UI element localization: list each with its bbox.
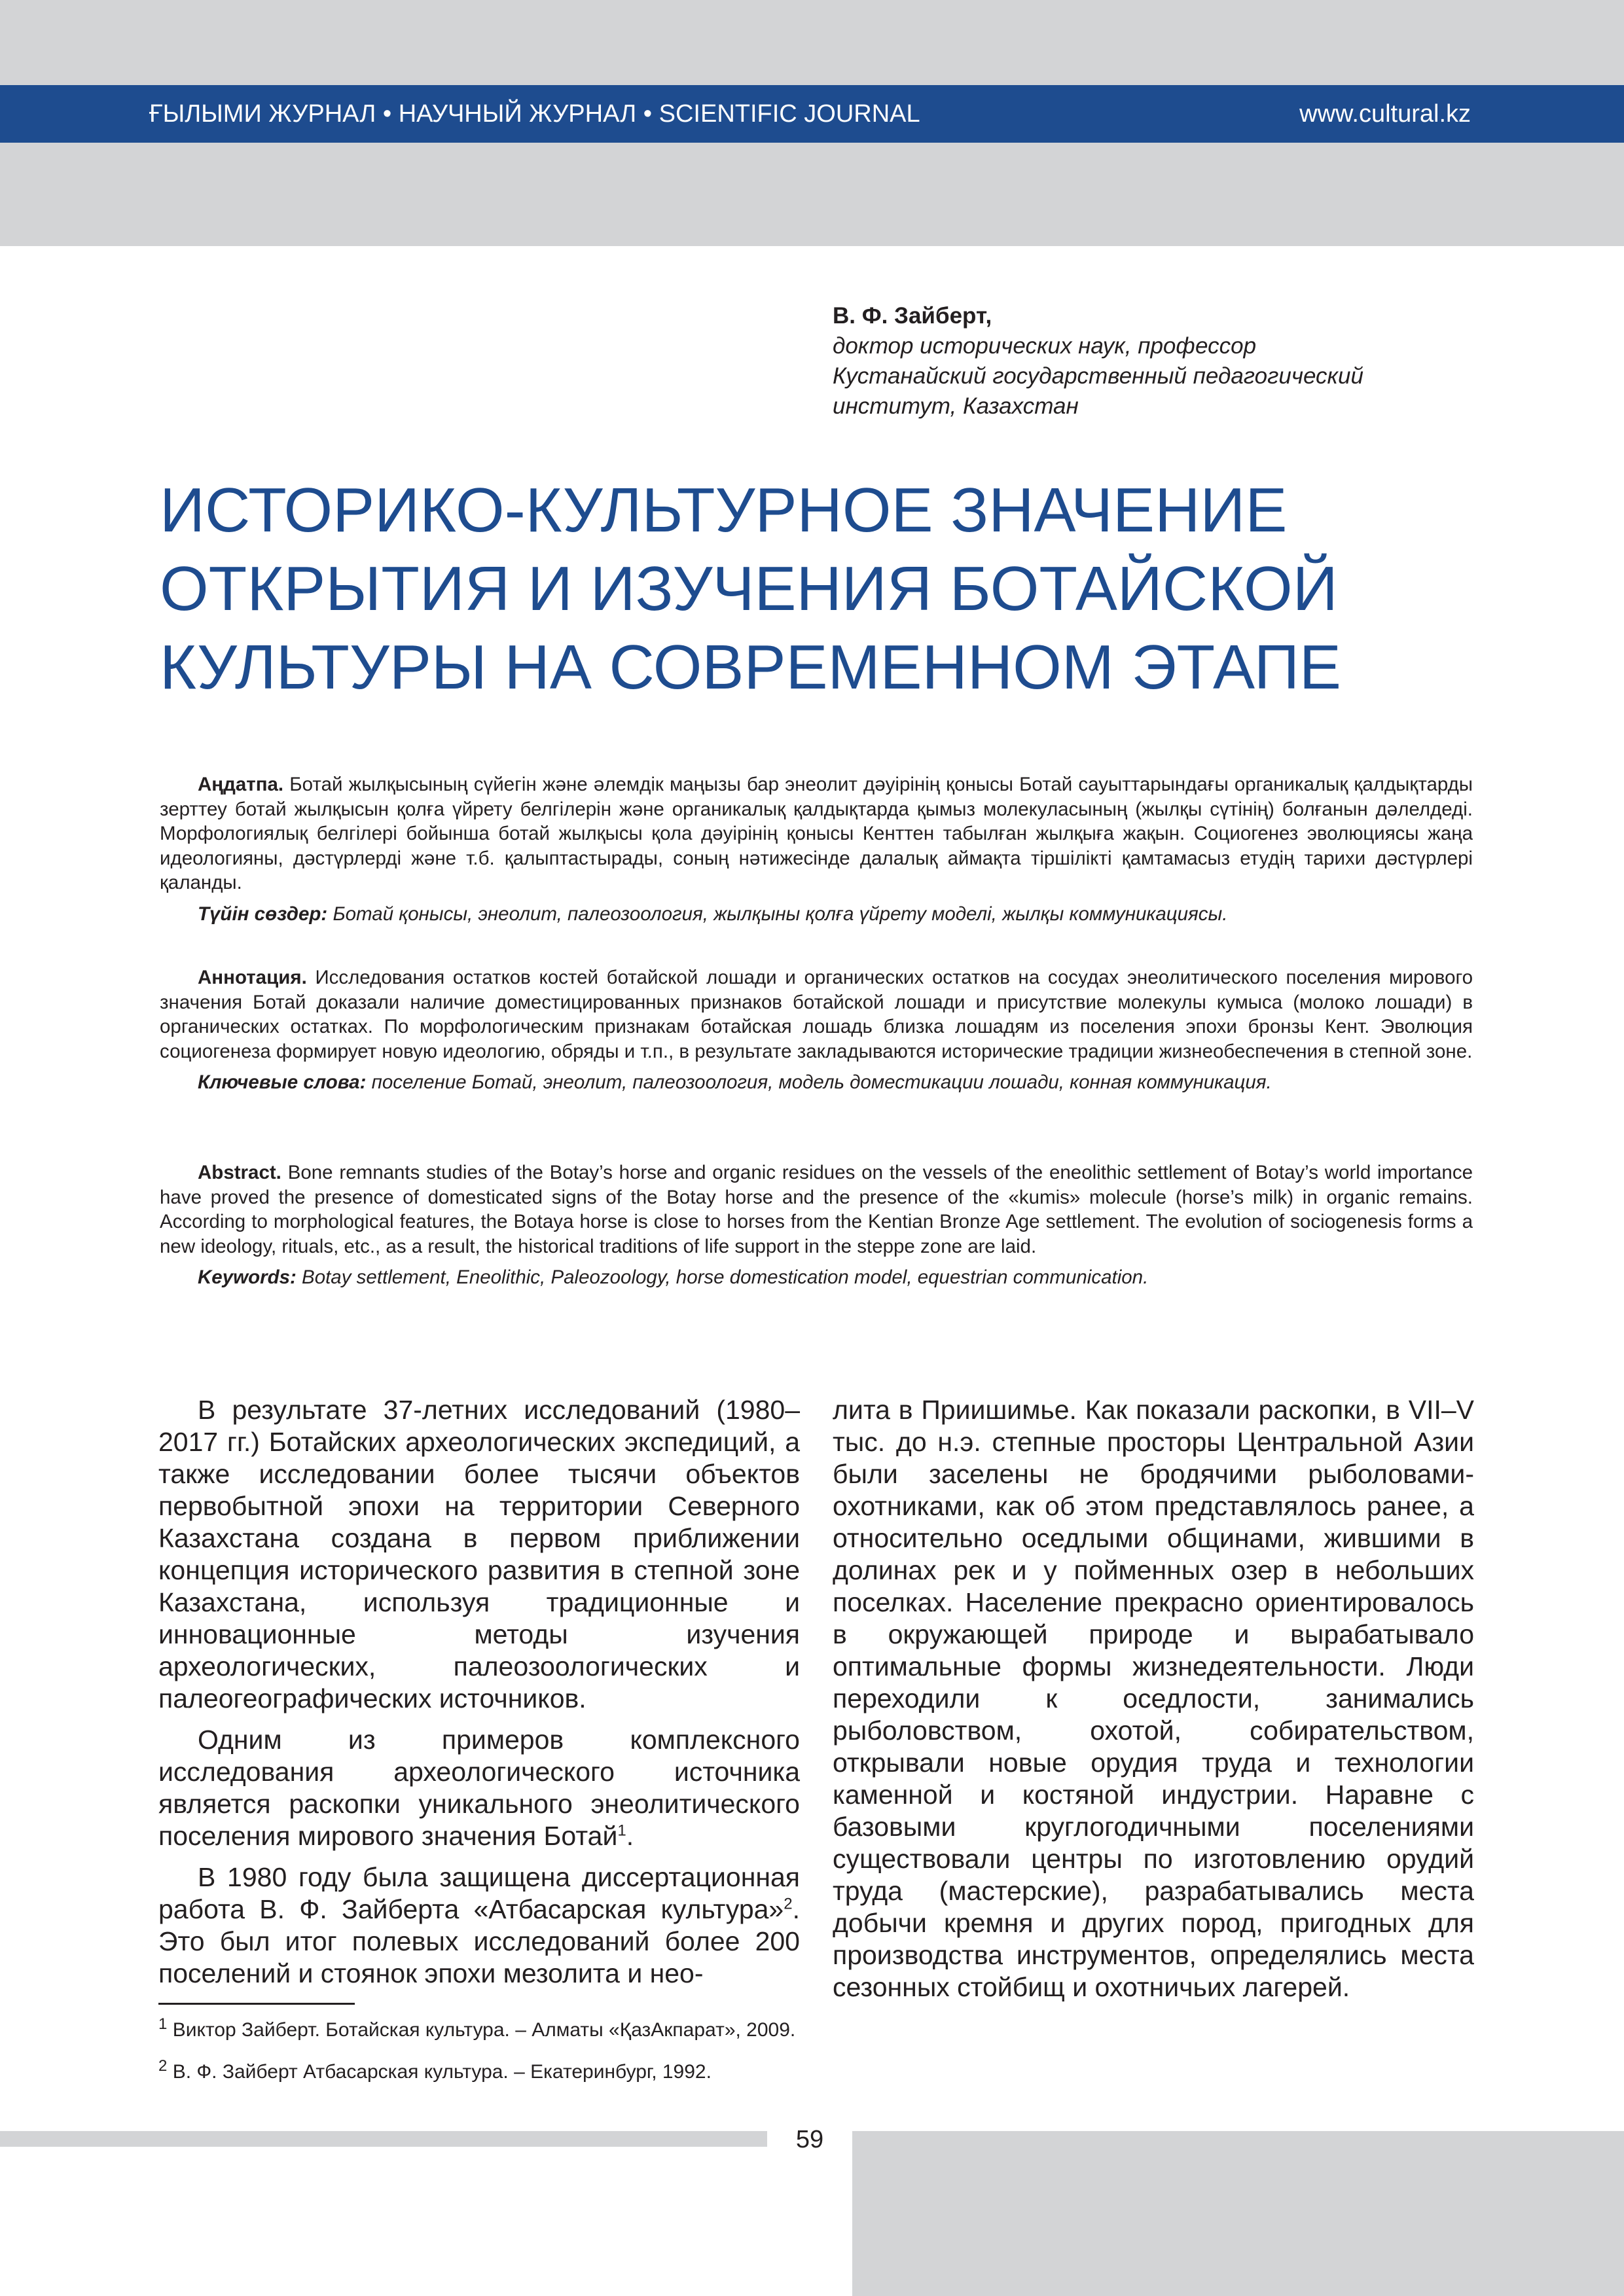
footnote-2: [158, 2051, 1009, 2093]
abstract-kazakh-label: Аңдатпа.: [198, 774, 284, 795]
footnote-2-mark: 2: [158, 2057, 168, 2075]
body-paragraph-1: В результате 37-летних исследований (1980–2017 гг.) Ботайских археологических экспедиций, а также исследовании более тысячи объектов первобытной эпохи на территории Северного Казахстана создана в первом приближении концепция исторического развития в степной зоне Казахстана, используя традиционные и инновационные методы изучения археологических, палеозоологических и палеогеографических источников.: [158, 1395, 800, 1713]
abstract-english-text: [160, 1160, 1473, 1259]
body-paragraph-2-text: Одним из примеров комплексного исследования археологического источника является раскопки уникального энеолитического поселения мирового значения Ботай: [158, 1725, 800, 1851]
footer-block-right: [852, 2131, 1624, 2296]
footnote-1: [158, 2009, 1009, 2051]
title-line-1: ИСТОРИКО-КУЛЬТУРНОЕ ЗНАЧЕНИЕ: [160, 475, 1288, 545]
page-number: 59: [795, 2126, 824, 2153]
footnote-ref-1[interactable]: 1: [617, 1821, 626, 1840]
author-name: В. Ф. Зайберт,: [833, 303, 992, 329]
abstract-russian-label: Аннотация.: [198, 967, 307, 988]
journal-name: ҒЫЛЫМИ ЖУРНАЛ • НАУЧНЫЙ ЖУРНАЛ • SCIENTIFIC JOURNAL: [149, 100, 920, 128]
body-paragraph-2: [158, 1724, 800, 1852]
footer-bar-left: [0, 2131, 767, 2147]
body-paragraph-3-text: В 1980 году была защищена диссертационная работа В. Ф. Зайберта «Атбасарская культура»: [158, 1862, 800, 1924]
body-paragraph-3-end: . Это был итог полевых исследований более 200 поселений и стоянок эпохи мезолита и нео-: [158, 1894, 800, 1988]
body-column-left: [158, 1394, 800, 1999]
title-line-3: КУЛЬТУРЫ НА СОВРЕМЕННОМ ЭТАПЕ: [160, 632, 1341, 702]
abstract-kazakh-text: [160, 772, 1473, 895]
footnote-2-text: В. Ф. Зайберт Атбасарская культура. – Екатеринбург, 1992.: [167, 2061, 712, 2083]
body-paragraph-3: [158, 1861, 800, 1990]
abstract-kazakh-body: Ботай жылқысының сүйегін және әлемдік маңызы бар энеолит дәуірінің қонысы Ботай сауыттарындағы органикалық қалдықтарды зерттеу ботай жылқысын қолға үйрету белгілерін және органикалық қалдықтарда қымыз молекуласының (жылқы сүтінің) болғанын дәлелдеді. Морфологиялық белгілері бойынша ботай жылқысы қола дәуірінің қонысы Кенттен табылған жылқыға жақын. Социогенез эволюциясы жаңа идеологияны, дәстүрлерді және т.б. қалыптастырады, соның нәтижесінде далалық аймақта тіршілікті қамтамасыз етудің тарихи дәстүрлері қаланды.: [160, 774, 1473, 893]
author-affiliation-line1: Кустанайский государственный педагогический: [833, 363, 1363, 389]
footnote-divider: [158, 2003, 355, 2005]
abstract-russian-body: Исследования остатков костей ботайской лошади и органических остатков на сосудах энеолитического поселения мирового значения Ботай доказали наличие доместицированных признаков ботайской лошади и присутствие молекулы кумыса (молоко лошади) в органических остатках. По морфологическим признакам ботайская лошадь близка лошадям из поселения эпохи бронзы Кент. Эволюция социогенеза формирует новую идеологию, обряды и т.п., в результате закладываются исторические традиции жизнеобеспечения в степной зоне.: [160, 967, 1473, 1062]
body-column-right: [833, 1394, 1474, 2013]
keywords-english: [160, 1265, 1473, 1290]
abstract-russian-text: [160, 965, 1473, 1064]
abstract-russian: [160, 965, 1473, 1095]
footnotes: [158, 2009, 1009, 2093]
author-affiliation-line2: институт, Казахстан: [833, 393, 1079, 419]
keywords-kazakh-label: Түйін сөздер:: [198, 903, 328, 925]
keywords-russian-text: поселение Ботай, энеолит, палеозоология, модель доместикации лошади, конная коммуникация.: [371, 1071, 1272, 1093]
abstract-english-label: Abstract.: [198, 1162, 281, 1183]
abstract-kazakh: [160, 772, 1473, 926]
keywords-english-text: Botay settlement, Eneolithic, Paleozoology, horse domestication model, equestrian communication.: [302, 1266, 1149, 1288]
journal-website: www.cultural.kz: [1299, 100, 1471, 128]
footnote-1-mark: 1: [158, 2015, 168, 2033]
title-line-2: ОТКРЫТИЯ И ИЗУЧЕНИЯ БОТАЙСКОЙ: [160, 554, 1338, 624]
keywords-russian-label: Ключевые слова:: [198, 1071, 367, 1093]
body-paragraph-continued: лита в Приишимье. Как показали раскопки, в VII–V тыс. до н.э. степные просторы Центральной Азии были заселены не бродячими рыболовами-охотниками, как об этом представлялось ранее, а относительно оседлыми общинами, жившими в долинах рек и у пойменных озер в небольших поселках. Население прекрасно ориентировалось в окружающей природе и вырабатывало оптимальные формы жизнедеятельности. Люди переходили к оседлости, занимались рыболовством, охотой, собирательством, открывали новые орудия труда и технологии каменной и костяной индустрии. Наравне с базовыми круглогодичными поселениями существовали центры по изготовлению орудий труда (мастерские), разрабатывались места добычи кремня и других пород, пригодных для производства инструментов, определялись места сезонных стойбищ и охотничьих лагерей.: [833, 1395, 1474, 2002]
keywords-russian: [160, 1070, 1473, 1095]
footnote-1-text: Виктор Зайберт. Ботайская культура. – Алматы «ҚазАкпарат», 2009.: [167, 2019, 796, 2041]
footnote-ref-2[interactable]: 2: [784, 1895, 793, 1913]
abstract-english-body: Bone remnants studies of the Botay’s horse and organic residues on the vessels of the eneolithic settlement of Botay’s world importance have proved the presence of domesticated signs of the Botay horse and the presence of the «kumis» molecule (horse’s milk) in organic remains. According to morphological features, the Botaya horse is close to horses from the Kentian Bronze Age settlement. The evolution of sociogenesis forms a new ideology, rituals, etc., as a result, the historical traditions of life support in the steppe zone are laid.: [160, 1162, 1473, 1257]
article-title: [160, 471, 1482, 707]
keywords-english-label: Keywords:: [198, 1266, 297, 1288]
author-block: [833, 301, 1461, 422]
journal-header: [0, 85, 1624, 143]
keywords-kazakh: [160, 902, 1473, 927]
author-degree: доктор исторических наук, профессор: [833, 333, 1257, 359]
abstract-english: [160, 1160, 1473, 1290]
keywords-kazakh-text: Ботай қонысы, энеолит, палеозоология, жылқыны қолға үйрету моделі, жылқы коммуникациясы.: [333, 903, 1228, 925]
body-paragraph-2-end: .: [626, 1821, 634, 1851]
